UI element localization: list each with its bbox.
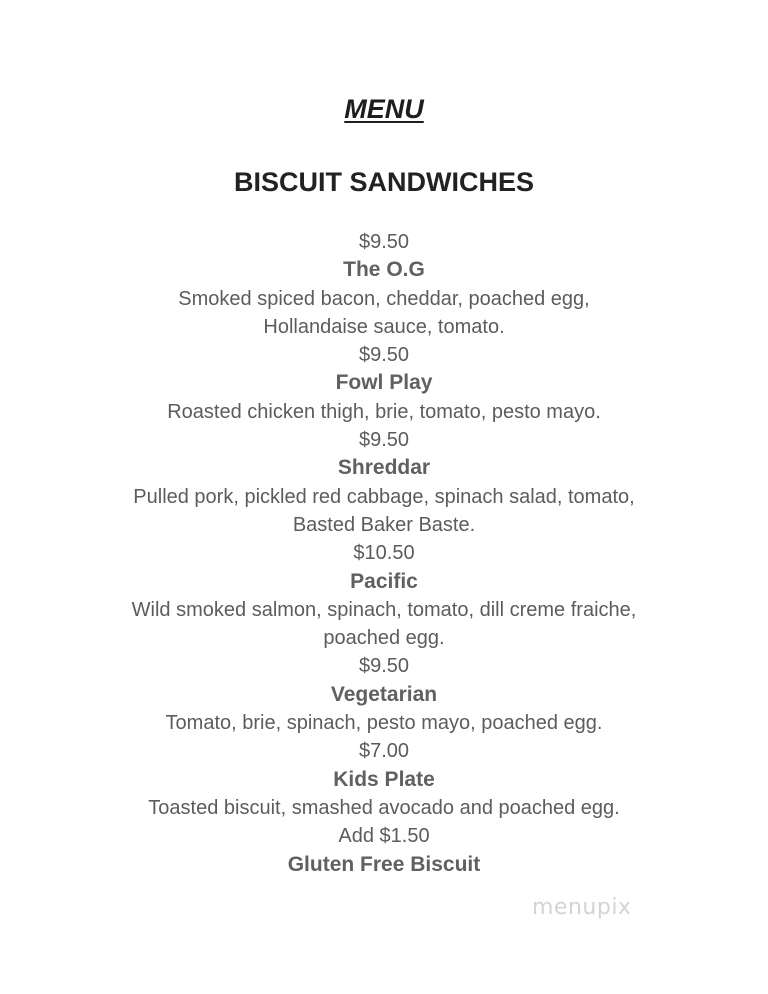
menu-item bbox=[0, 539, 768, 652]
menu-items-list bbox=[0, 228, 768, 879]
menu-item bbox=[0, 737, 768, 822]
item-description-line: Tomato, brie, spinach, pesto mayo, poached egg. bbox=[165, 712, 603, 735]
item-name: Kids Plate bbox=[333, 767, 435, 791]
item-description-line: poached egg. bbox=[323, 627, 445, 650]
item-name: The O.G bbox=[343, 258, 425, 282]
item-description-line: Wild smoked salmon, spinach, tomato, dill creme fraiche, bbox=[131, 598, 637, 621]
section-title: BISCUIT SANDWICHES bbox=[233, 167, 534, 197]
item-description-line: Pulled pork, pickled red cabbage, spinach salad, tomato, bbox=[133, 485, 635, 508]
item-description-line: Smoked spiced bacon, cheddar, poached egg, bbox=[178, 287, 590, 310]
item-description-line: Roasted chicken thigh, brie, tomato, pesto mayo. bbox=[167, 400, 601, 423]
menupix-watermark: menupix bbox=[532, 895, 632, 920]
menu-item bbox=[0, 228, 768, 341]
item-description-line: Basted Baker Baste. bbox=[292, 513, 476, 536]
item-price: $9.50 bbox=[358, 655, 410, 678]
menu-title: MENU bbox=[344, 94, 424, 124]
item-name: Vegetarian bbox=[330, 682, 438, 706]
menu-item bbox=[0, 652, 768, 737]
item-price: $9.50 bbox=[358, 231, 410, 253]
item-price: $10.50 bbox=[353, 542, 415, 565]
item-name: Gluten Free Biscuit bbox=[287, 852, 481, 876]
menu-item bbox=[0, 822, 768, 879]
item-price: $7.00 bbox=[358, 740, 410, 763]
watermark-decoration bbox=[535, 876, 680, 886]
item-name: Pacific bbox=[350, 569, 418, 593]
item-price: Add $1.50 bbox=[338, 825, 430, 848]
item-description-line: Toasted biscuit, smashed avocado and poached egg. bbox=[148, 796, 620, 819]
item-name: Fowl Play bbox=[335, 371, 433, 395]
menu-item bbox=[0, 426, 768, 539]
item-price: $9.50 bbox=[358, 429, 410, 452]
item-name: Shreddar bbox=[337, 456, 431, 480]
menu-item bbox=[0, 341, 768, 426]
item-price: $9.50 bbox=[358, 344, 410, 367]
item-description-line: Hollandaise sauce, tomato. bbox=[263, 315, 505, 338]
